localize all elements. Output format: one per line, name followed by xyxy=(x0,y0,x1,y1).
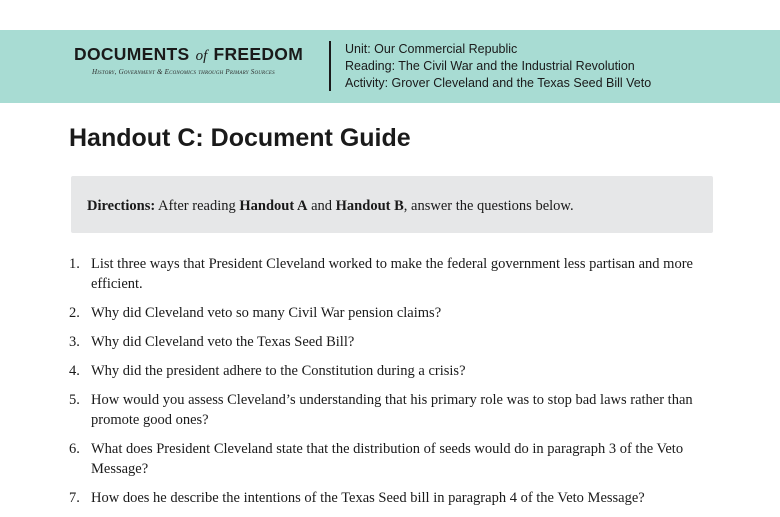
header-divider xyxy=(329,41,331,91)
brand-title-of: of xyxy=(195,48,208,64)
directions-text-1: After reading xyxy=(155,198,240,214)
question-number: 1. xyxy=(69,256,80,272)
question-number: 5. xyxy=(69,392,80,408)
question-number: 2. xyxy=(69,305,80,321)
unit-info xyxy=(345,41,651,92)
question-item xyxy=(69,332,719,352)
question-item xyxy=(69,303,719,323)
question-text: Why did the president adhere to the Constitution during a crisis? xyxy=(91,363,466,379)
brand-subtitle: History, Government & Economics through Primary Sources xyxy=(92,68,275,76)
question-item xyxy=(69,488,719,508)
header-banner xyxy=(0,30,780,103)
directions-text xyxy=(87,198,574,215)
question-text: How would you assess Cleveland’s understanding that his primary role was to stop bad laws rather than promote good ones? xyxy=(91,392,693,428)
directions-text-3: , answer the questions below. xyxy=(403,198,574,214)
question-number: 3. xyxy=(69,334,80,350)
directions-box xyxy=(71,176,713,233)
activity-line: Activity: Grover Cleveland and the Texas Seed Bill Veto xyxy=(345,76,652,90)
question-text: Why did Cleveland veto the Texas Seed Bill? xyxy=(91,334,355,350)
question-number: 7. xyxy=(69,490,80,506)
reading-line: Reading: The Civil War and the Industrial Revolution xyxy=(345,59,635,73)
question-item xyxy=(69,361,719,381)
brand-logo xyxy=(74,44,314,76)
question-list xyxy=(69,254,719,517)
question-item xyxy=(69,254,719,294)
question-number: 6. xyxy=(69,441,80,457)
directions-text-2: and xyxy=(307,198,336,214)
question-number: 4. xyxy=(69,363,80,379)
page-title: Handout C: Document Guide xyxy=(69,124,411,152)
question-item xyxy=(69,390,719,430)
question-text: How does he describe the intentions of the Texas Seed bill in paragraph 4 of the Veto Message? xyxy=(91,490,645,506)
directions-label: Directions: xyxy=(87,198,156,214)
question-item xyxy=(69,439,719,479)
brand-title xyxy=(74,44,314,66)
unit-line: Unit: Our Commercial Republic xyxy=(345,42,518,56)
brand-title-freedom: FREEDOM xyxy=(213,44,304,64)
directions-handout-a: Handout A xyxy=(239,198,308,214)
question-text: List three ways that President Cleveland worked to make the federal government less partisan and more efficient. xyxy=(91,256,693,292)
directions-handout-b: Handout B xyxy=(335,198,404,214)
question-text: What does President Cleveland state that the distribution of seeds would do in paragraph 3 of the Veto Message? xyxy=(91,441,684,477)
question-text: Why did Cleveland veto so many Civil War pension claims? xyxy=(91,305,442,321)
brand-title-documents: DOCUMENTS xyxy=(74,44,190,64)
